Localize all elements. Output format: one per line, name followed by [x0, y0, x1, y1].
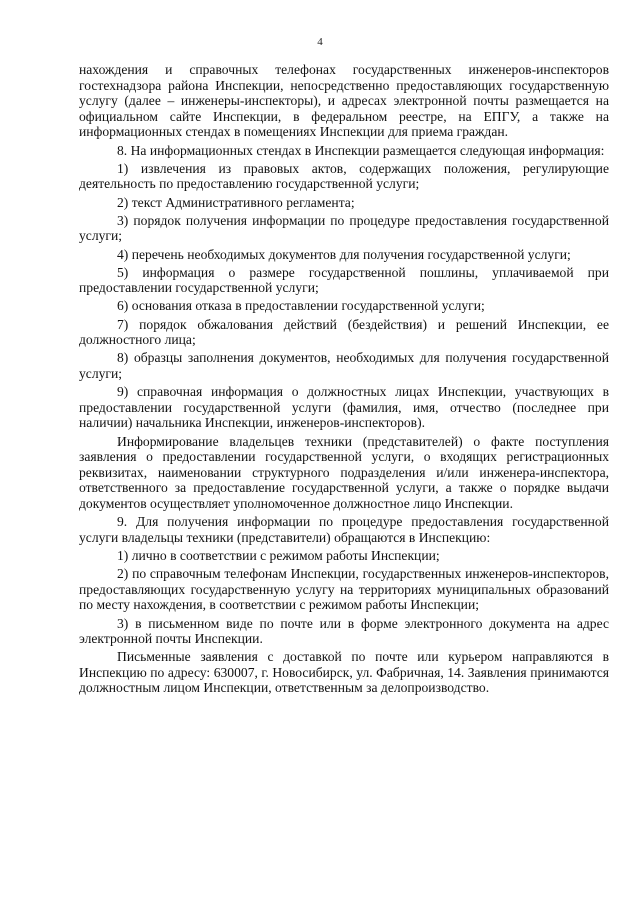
- paragraph: Информирование владельцев техники (представителей) о факте поступления заявления о предоставлении государственной услуги, о входящих регистрационных реквизитах, наименовании структурного подразделения и/или инженера-инспектора, ответственного за предоставление государственной услуги, а также о порядке выдачи документов осуществляет уполномоченное должностное лицо Инспекции.: [79, 433, 609, 511]
- list-item: 2) текст Административного регламента;: [117, 194, 355, 210]
- list-item: 5) информация о размере государственной пошлины, уплачиваемой при предоставлении государственной услуги;: [79, 264, 609, 296]
- paragraph: Письменные заявления с доставкой по почте или курьером направляются в Инспекцию по адресу: 630007, г. Новосибирск, ул. Фабричная, 14. Заявления принимаются должностным лицом Инспекции, ответственным за делопроизводство.: [79, 649, 609, 696]
- list-item: 8) образцы заполнения документов, необходимых для получения государственной услуги;: [79, 350, 609, 382]
- list-item: 2) по справочным телефонам Инспекции, государственных инженеров-инспекторов, предоставляющих государственную услугу на территориях муниципальных образований по месту нахождения, в соответствии с режимом работы Инспекции;: [79, 566, 609, 613]
- page-number: 4: [317, 36, 323, 48]
- paragraph: нахождения и справочных телефонах государственных инженеров-инспекторов гостехнадзора района Инспекции, непосредственно предоставляющих государственную услугу (далее – инженеры-инспекторы), и адресах электронной почты размещается на официальном сайте Инспекции, в федеральном реестре, на ЕПГУ, а также на информационных стендах в помещениях Инспекции для приема граждан.: [79, 62, 609, 140]
- document-body: [79, 62, 609, 699]
- paragraph: 9. Для получения информации по процедуре предоставления государственной услуги владельцы техники (представители) обращаются в Инспекцию:: [79, 514, 609, 545]
- list-item: 1) извлечения из правовых актов, содержащих положения, регулирующие деятельность по предоставлению государственной услуги;: [79, 160, 609, 192]
- list-item: 1) лично в соответствии с режимом работы Инспекции;: [117, 547, 440, 563]
- list-item: 9) справочная информация о должностных лицах Инспекции, участвующих в предоставлении государственной услуги (фамилия, имя, отчество (последнее при наличии) начальника Инспекции, инженеров-инспекторов).: [79, 384, 609, 431]
- list-item: 7) порядок обжалования действий (бездействия) и решений Инспекции, ее должностного лица;: [79, 316, 609, 348]
- paragraph: 8. На информационных стендах в Инспекции размещается следующая информация:: [117, 142, 605, 158]
- list-item: 6) основания отказа в предоставлении государственной услуги;: [117, 298, 485, 314]
- list-item: 4) перечень необходимых документов для получения государственной услуги;: [117, 246, 571, 262]
- list-item: 3) в письменном виде по почте или в форме электронного документа на адрес электронной почты Инспекции.: [79, 615, 609, 647]
- list-item: 3) порядок получения информации по процедуре предоставления государственной услуги;: [79, 212, 609, 244]
